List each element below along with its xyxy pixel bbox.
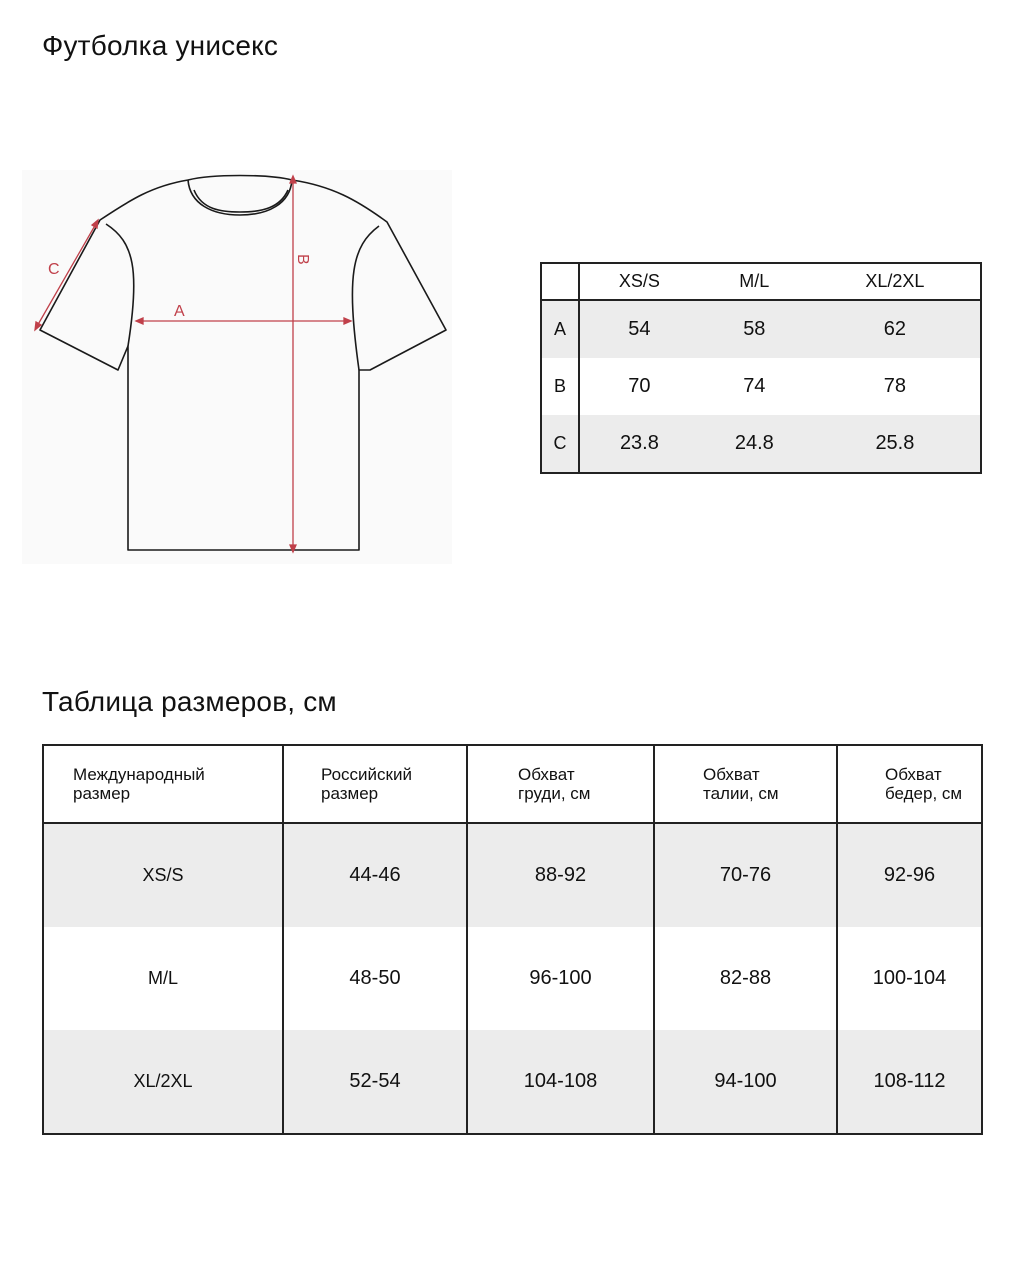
measurement-row-label: A bbox=[541, 300, 579, 358]
header-international-size: Международный размер bbox=[43, 745, 283, 823]
measurement-cell: 23.8 bbox=[579, 415, 699, 473]
measurement-cell: 74 bbox=[743, 375, 766, 397]
measurement-cell: 58 bbox=[699, 300, 810, 358]
size-table-title: Таблица размеров, см bbox=[42, 686, 337, 717]
table-cell: 88-92 bbox=[467, 823, 654, 927]
tshirt-outline bbox=[22, 170, 452, 564]
header-russian-size: Российский размер bbox=[283, 745, 467, 823]
table-cell: 94-100 bbox=[654, 1030, 837, 1134]
measurement-row bbox=[541, 358, 981, 415]
table-row bbox=[43, 1030, 982, 1134]
table-cell: XS/S bbox=[43, 823, 283, 927]
table-cell: M/L bbox=[43, 927, 283, 1030]
table-cell: 70-76 bbox=[654, 823, 837, 927]
size-table bbox=[42, 744, 983, 1135]
measurement-cell: 70 bbox=[628, 375, 651, 397]
measurement-cell: 62 bbox=[810, 300, 981, 358]
measurement-row-label: B bbox=[541, 358, 579, 415]
measurement-row bbox=[541, 415, 981, 473]
table-cell: 108-112 bbox=[837, 1030, 982, 1134]
size-table-header-row bbox=[43, 745, 982, 823]
product-title: Футболка унисекс bbox=[42, 30, 279, 61]
table-cell: 44-46 bbox=[283, 823, 467, 927]
measurement-corner-cell bbox=[541, 263, 579, 300]
measurement-cell: 78 bbox=[883, 375, 907, 397]
header-chest: Обхват груди, см bbox=[467, 745, 654, 823]
table-cell: 96-100 bbox=[467, 927, 654, 1030]
table-row bbox=[43, 823, 982, 927]
table-cell: XL/2XL bbox=[43, 1030, 283, 1134]
measurement-row-label: C bbox=[541, 415, 579, 473]
measurement-size-header: M/L bbox=[699, 263, 810, 300]
measurement-header-row bbox=[541, 263, 981, 300]
table-cell: 48-50 bbox=[283, 927, 467, 1030]
header-waist: Обхват талии, см bbox=[654, 745, 837, 823]
measurement-size-header: XS/S bbox=[579, 263, 699, 300]
measurement-table bbox=[540, 262, 982, 474]
measurement-cell: 24.8 bbox=[699, 415, 810, 473]
measurement-cell: 25.8 bbox=[810, 415, 981, 473]
measure-label-a: A bbox=[174, 303, 185, 320]
measure-label-b: B bbox=[294, 254, 311, 265]
table-cell: 52-54 bbox=[283, 1030, 467, 1134]
measurement-size-header: XL/2XL bbox=[810, 263, 981, 300]
table-cell: 92-96 bbox=[837, 823, 982, 927]
measure-label-c: C bbox=[48, 261, 60, 278]
measurement-cell: 54 bbox=[579, 300, 699, 358]
measurement-row bbox=[541, 300, 981, 358]
table-cell: 82-88 bbox=[654, 927, 837, 1030]
table-cell: 104-108 bbox=[467, 1030, 654, 1134]
tshirt-diagram bbox=[22, 170, 452, 564]
header-hips: Обхват бедер, см bbox=[837, 745, 982, 823]
table-cell: 100-104 bbox=[872, 967, 947, 989]
table-row bbox=[43, 927, 982, 1030]
